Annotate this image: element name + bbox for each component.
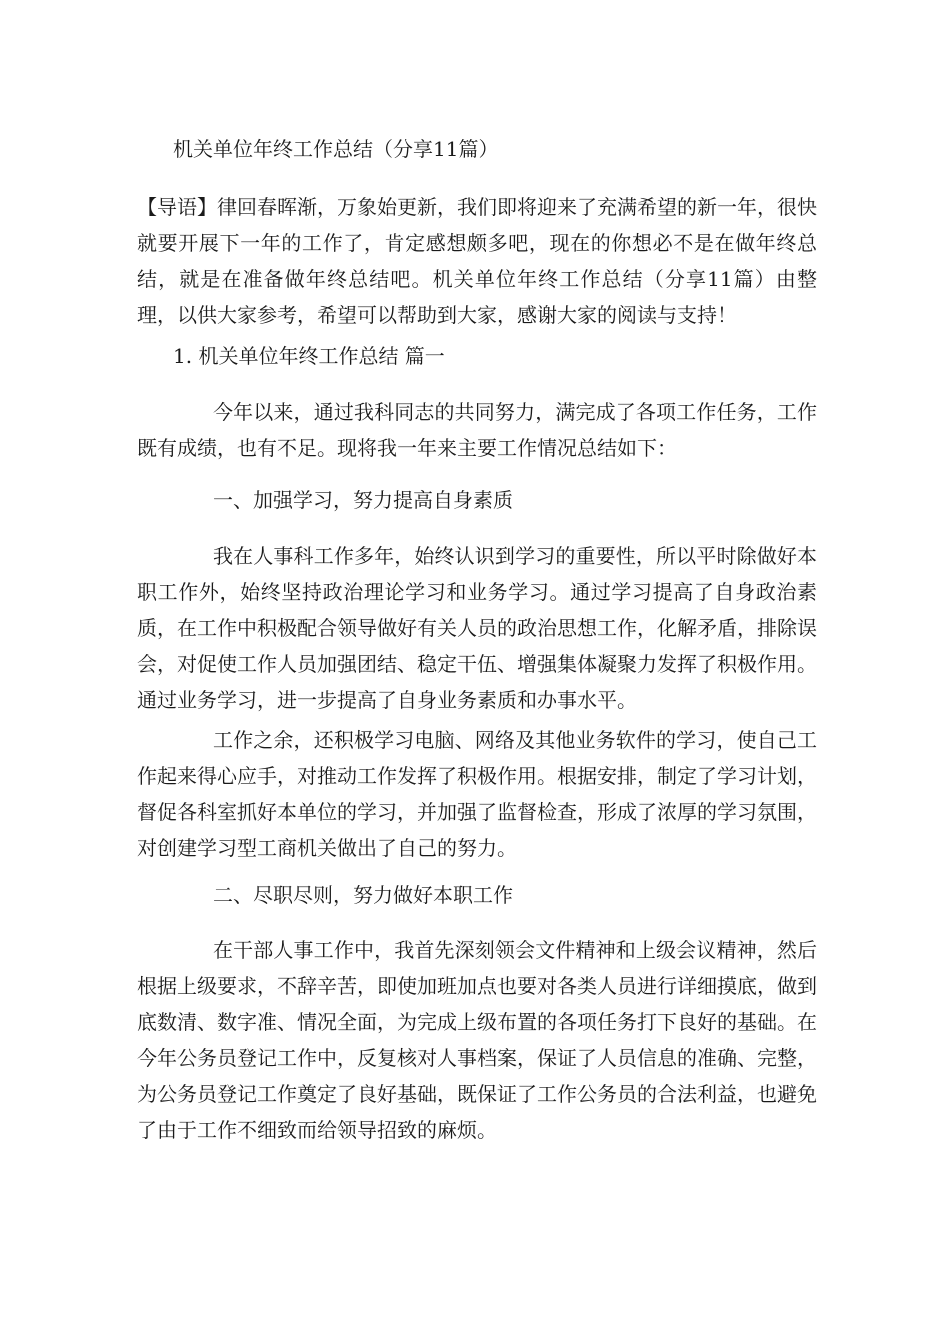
paragraph-personnel: 在干部人事工作中，我首先深刻领会文件精神和上级会议精神，然后根据上级要求，不辞辛苦，即使加班加点也要对各类人员进行详细摸底，做到底数清、数字准、情况全面，为完成上级布置的各项任务打下良好的基础。在今年公务员登记工作中，反复核对人事档案，保证了人员信息的准确、完整，为公务员登记工作奠定了良好基础，既保证了工作公务员的合法利益，也避免了由于工作不细致而给领导招致的麻烦。 xyxy=(137,938,817,1142)
subheading-study: 一、加强学习，努力提高自身素质 xyxy=(213,488,513,512)
paragraph-computer-study: 工作之余，还积极学习电脑、网络及其他业务软件的学习，使自己工作起来得心应手，对推动工作发挥了积极作用。根据安排，制定了学习计划，督促各科室抓好本单位的学习，并加强了监督检查，形成了浓厚的学习氛围，对创建学习型工商机关做出了自己的努力。 xyxy=(137,728,817,860)
paragraph-opening: 今年以来，通过我科同志的共同努力，满完成了各项工作任务，工作既有成绩，也有不足。现将我一年来主要工作情况总结如下： xyxy=(137,400,817,460)
intro-paragraph: 【导语】律回春晖渐，万象始更新，我们即将迎来了充满希望的新一年，很快就要开展下一年的工作了，肯定感想颇多吧，现在的你想必不是在做年终总结，就是在准备做年终总结吧。机关单位年终工作总结（分享11篇）由整理，以供大家参考，希望可以帮助到大家，感谢大家的阅读与支持！ xyxy=(137,195,817,327)
document-title: 机关单位年终工作总结（分享11篇） xyxy=(173,137,499,161)
subheading-duty: 二、尽职尽则，努力做好本职工作 xyxy=(213,883,513,907)
section-title: 1. 机关单位年终工作总结 篇一 xyxy=(173,344,445,368)
paragraph-study: 我在人事科工作多年，始终认识到学习的重要性，所以平时除做好本职工作外，始终坚持政治理论学习和业务学习。通过学习提高了自身政治素质，在工作中积极配合领导做好有关人员的政治思想工作，化解矛盾，排除误会，对促使工作人员加强团结、稳定干伍、增强集体凝聚力发挥了积极作用。通过业务学习，进一步提高了自身业务素质和办事水平。 xyxy=(137,544,817,712)
